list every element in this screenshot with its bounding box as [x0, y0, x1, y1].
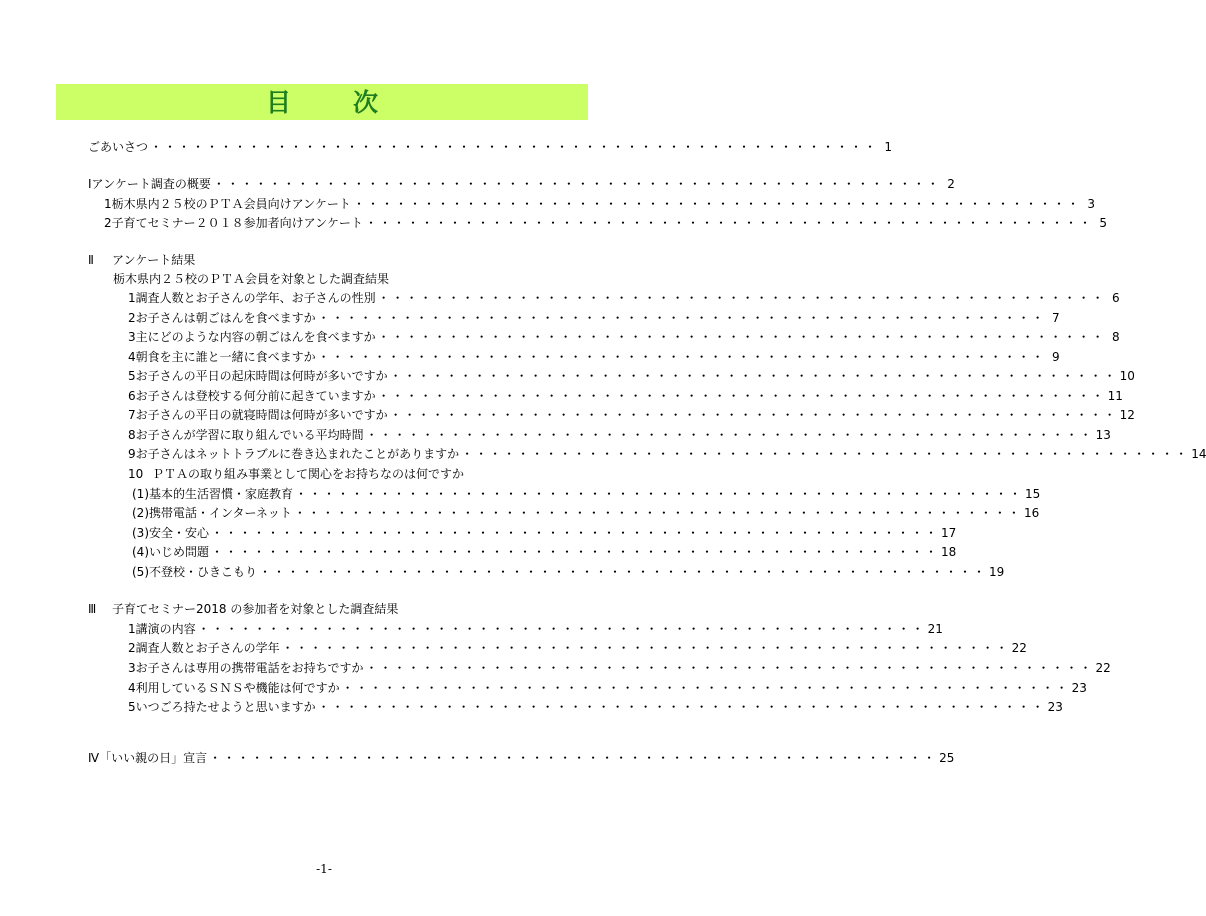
toc-page-number: 11 — [1107, 389, 1123, 403]
dot-leader: ・・・・・・・・・・・・・・・・・・・・・・・・・・・・・・・・・・・・・・・・・・・・・・・・・・・・ — [211, 526, 940, 540]
dot-leader: ・・・・・・・・・・・・・・・・・・・・・・・・・・・・・・・・・・・・・・・・・・・・・・・・・・・・ — [389, 369, 1118, 383]
toc-entry-text: 調査人数とお子さんの学年、お子さんの性別 — [135, 291, 376, 305]
toc-entry-text: お子さんの平日の就寝時間は何時が多いですか — [135, 408, 388, 422]
toc-entry-text: ごあいさつ — [88, 140, 149, 154]
toc-entry — [128, 621, 943, 637]
toc-entry-text: お子さんが学習に取り組んでいる平均時間 — [135, 428, 364, 442]
toc-entry — [104, 196, 1095, 212]
toc-page-number: 8 — [1112, 330, 1120, 344]
toc-page-number: 15 — [1025, 487, 1041, 501]
dot-leader: ・・・・・・・・・・・・・・・・・・・・・・・・・・・・・・・・・・・・・・・・・・・・・・・・・・・・ — [259, 565, 988, 579]
toc-page-number: 22 — [1011, 641, 1027, 655]
toc-entry-text: いじめ問題 — [149, 545, 210, 559]
title-char-1: 目 — [265, 87, 291, 117]
toc-entry-text: 基本的生活習慣・家庭教育 — [149, 487, 294, 501]
toc-section-1 — [88, 176, 955, 192]
toc-page-number: 12 — [1119, 408, 1135, 422]
dot-leader: ・・・・・・・・・・・・・・・・・・・・・・・・・・・・・・・・・・・・・・・・・・・・・・・・・・・・ — [377, 291, 1106, 305]
toc-subentry — [132, 544, 957, 560]
entry-number: 2 — [128, 641, 136, 655]
toc-entry-text: お子さんは専用の携帯電話をお持ちですか — [135, 661, 364, 675]
toc-section-2 — [88, 252, 195, 268]
dot-leader: ・・・・・・・・・・・・・・・・・・・・・・・・・・・・・・・・・・・・・・・・・・・・・・・・・・・・ — [317, 700, 1046, 714]
toc-subentry — [132, 505, 1040, 521]
toc-entry — [128, 640, 1027, 656]
entry-number: 4 — [128, 681, 136, 695]
entry-number: 5 — [128, 369, 136, 383]
toc-entry — [128, 680, 1087, 696]
dot-leader: ・・・・・・・・・・・・・・・・・・・・・・・・・・・・・・・・・・・・・・・・・・・・・・・・・・・・ — [197, 622, 926, 636]
toc-entry — [128, 310, 1060, 326]
toc-subentry — [132, 564, 1005, 580]
subentry-number: (1) — [132, 487, 149, 501]
toc-entry-text: 調査人数とお子さんの学年 — [135, 641, 280, 655]
toc-subentry — [132, 525, 957, 541]
toc-page-number: 22 — [1095, 661, 1111, 675]
section-title: 子育てセミナー2018 の参加者を対象とした調査結果 — [112, 602, 399, 616]
toc-page-number: 5 — [1099, 216, 1107, 230]
dot-leader: ・・・・・・・・・・・・・・・・・・・・・・・・・・・・・・・・・・・・・・・・・・・・・・・・・・・・ — [295, 487, 1024, 501]
toc-page-number: 2 — [947, 177, 955, 191]
entry-number: 8 — [128, 428, 136, 442]
toc-entry-text: お子さんはネットトラブルに巻き込まれたことがありますか — [135, 447, 460, 461]
section-numeral: Ⅳ — [88, 751, 100, 765]
dot-leader: ・・・・・・・・・・・・・・・・・・・・・・・・・・・・・・・・・・・・・・・・・・・・・・・・・・・・ — [317, 350, 1046, 364]
toc-page-number: 23 — [1071, 681, 1087, 695]
dot-leader: ・・・・・・・・・・・・・・・・・・・・・・・・・・・・・・・・・・・・・・・・・・・・・・・・・・・・ — [352, 197, 1081, 211]
toc-entry-text: 朝食を主に誰と一緒に食べますか — [135, 350, 316, 364]
entry-number: 2 — [128, 311, 136, 325]
dot-leader: ・・・・・・・・・・・・・・・・・・・・・・・・・・・・・・・・・・・・・・・・・・・・・・・・・・・・ — [293, 506, 1022, 520]
entry-number: 1 — [104, 197, 112, 211]
toc-page-number: 17 — [941, 526, 957, 540]
entry-number: 6 — [128, 389, 136, 403]
toc-title-band — [56, 84, 588, 120]
entry-number: 2 — [104, 216, 112, 230]
toc-entry — [128, 407, 1135, 423]
toc-entry-text: お子さんの平日の起床時間は何時が多いですか — [135, 369, 388, 383]
toc-section-4 — [88, 750, 955, 766]
toc-entry-text: いつごろ持たせようと思いますか — [135, 700, 316, 714]
toc-entry-greeting — [88, 139, 893, 155]
toc-entry-text: 携帯電話・インターネット — [149, 506, 292, 520]
toc-entry — [128, 368, 1135, 384]
section-numeral: Ⅲ — [88, 602, 97, 616]
entry-number: 4 — [128, 350, 136, 364]
toc-entry — [128, 388, 1123, 404]
subentry-number: (3) — [132, 526, 149, 540]
dot-leader: ・・・・・・・・・・・・・・・・・・・・・・・・・・・・・・・・・・・・・・・・・・・・・・・・・・・・ — [365, 661, 1094, 675]
toc-entry-text: ＰＴＡの取り組み事業として関心をお持ちなのは何ですか — [152, 467, 465, 481]
dot-leader: ・・・・・・・・・・・・・・・・・・・・・・・・・・・・・・・・・・・・・・・・・・・・・・・・・・・・ — [364, 216, 1093, 230]
dot-leader: ・・・・・・・・・・・・・・・・・・・・・・・・・・・・・・・・・・・・・・・・・・・・・・・・・・・・ — [211, 545, 940, 559]
toc-entry — [104, 215, 1107, 231]
toc-entry — [128, 446, 1206, 462]
dot-leader: ・・・・・・・・・・・・・・・・・・・・・・・・・・・・・・・・・・・・・・・・・・・・・・・・・・・・ — [150, 140, 879, 154]
toc-page-number: 23 — [1047, 700, 1063, 714]
toc-entry-10 — [128, 466, 464, 482]
entry-number: 7 — [128, 408, 136, 422]
toc-page-number: 19 — [989, 565, 1005, 579]
section-title: 「いい親の日」宣言 — [99, 751, 208, 765]
subentry-number: (4) — [132, 545, 149, 559]
toc-entry — [128, 699, 1063, 715]
toc-page-number: 25 — [939, 751, 955, 765]
toc-page-number: 9 — [1052, 350, 1060, 364]
toc-page-number: 1 — [884, 140, 893, 154]
dot-leader: ・・・・・・・・・・・・・・・・・・・・・・・・・・・・・・・・・・・・・・・・・・・・・・・・・・・・ — [281, 641, 1010, 655]
toc-page-number: 21 — [927, 622, 943, 636]
page-footer-number: -1- — [316, 862, 332, 876]
toc-page-number: 3 — [1087, 197, 1095, 211]
toc-entry — [128, 349, 1060, 365]
toc-section-3 — [88, 601, 398, 617]
toc-page-number: 6 — [1112, 291, 1120, 305]
entry-number: 10 — [128, 467, 144, 481]
toc-entry — [128, 660, 1111, 676]
toc-entry-text: 子育てセミナー２０１８参加者向けアンケート — [111, 216, 363, 230]
toc-page-number: 10 — [1119, 369, 1135, 383]
toc-entry-text: 安全・安心 — [149, 526, 210, 540]
subentry-number: (2) — [132, 506, 149, 520]
entry-number: 9 — [128, 447, 136, 461]
toc-page-number: 14 — [1191, 447, 1206, 461]
toc-entry — [128, 427, 1111, 443]
toc-page-number: 7 — [1052, 311, 1060, 325]
dot-leader: ・・・・・・・・・・・・・・・・・・・・・・・・・・・・・・・・・・・・・・・・・・・・・・・・・・・・ — [209, 751, 938, 765]
section-numeral: Ⅰ — [88, 177, 92, 191]
dot-leader: ・・・・・・・・・・・・・・・・・・・・・・・・・・・・・・・・・・・・・・・・・・・・・・・・・・・・ — [377, 330, 1106, 344]
toc-entry-text: 講演の内容 — [135, 622, 196, 636]
entry-number: 1 — [128, 622, 136, 636]
toc-subentry — [132, 486, 1041, 502]
toc-entry-text: 栃木県内２５校のＰＴＡ会員向けアンケート — [111, 197, 351, 211]
toc-page-number: 16 — [1023, 506, 1040, 520]
entry-number: 3 — [128, 330, 136, 344]
dot-leader: ・・・・・・・・・・・・・・・・・・・・・・・・・・・・・・・・・・・・・・・・・・・・・・・・・・・・ — [377, 389, 1106, 403]
dot-leader: ・・・・・・・・・・・・・・・・・・・・・・・・・・・・・・・・・・・・・・・・・・・・・・・・・・・・ — [341, 681, 1070, 695]
toc-entry-text: 主にどのような内容の朝ごはんを食べますか — [135, 330, 376, 344]
toc-entry-text: お子さんは登校する何分前に起きていますか — [135, 389, 376, 403]
section-title: アンケート結果 — [112, 253, 196, 267]
dot-leader: ・・・・・・・・・・・・・・・・・・・・・・・・・・・・・・・・・・・・・・・・・・・・・・・・・・・・ — [317, 311, 1046, 325]
title-char-2: 次 — [353, 87, 379, 117]
dot-leader: ・・・・・・・・・・・・・・・・・・・・・・・・・・・・・・・・・・・・・・・・・・・・・・・・・・・・ — [461, 447, 1190, 461]
dot-leader: ・・・・・・・・・・・・・・・・・・・・・・・・・・・・・・・・・・・・・・・・・・・・・・・・・・・・ — [389, 408, 1118, 422]
entry-number: 5 — [128, 700, 136, 714]
section-title: アンケート調査の概要 — [91, 177, 211, 191]
subentry-number: (5) — [132, 565, 149, 579]
toc-entry — [128, 290, 1120, 306]
dot-leader: ・・・・・・・・・・・・・・・・・・・・・・・・・・・・・・・・・・・・・・・・・・・・・・・・・・・・ — [365, 428, 1094, 442]
section-numeral: Ⅱ — [88, 253, 94, 267]
toc-entry-text: 利用しているＳＮＳや機能は何ですか — [135, 681, 340, 695]
toc-subsection-title: 栃木県内２５校のＰＴＡ会員を対象とした調査結果 — [113, 272, 390, 286]
entry-number: 1 — [128, 291, 136, 305]
toc-entry-text: 不登校・ひきこもり — [149, 565, 258, 579]
entry-number: 3 — [128, 661, 136, 675]
toc-page-number: 18 — [941, 545, 957, 559]
toc-entry-text: お子さんは朝ごはんを食べますか — [135, 311, 316, 325]
toc-entry — [128, 329, 1120, 345]
dot-leader: ・・・・・・・・・・・・・・・・・・・・・・・・・・・・・・・・・・・・・・・・・・・・・・・・・・・・ — [212, 177, 941, 191]
toc-page-number: 13 — [1095, 428, 1111, 442]
